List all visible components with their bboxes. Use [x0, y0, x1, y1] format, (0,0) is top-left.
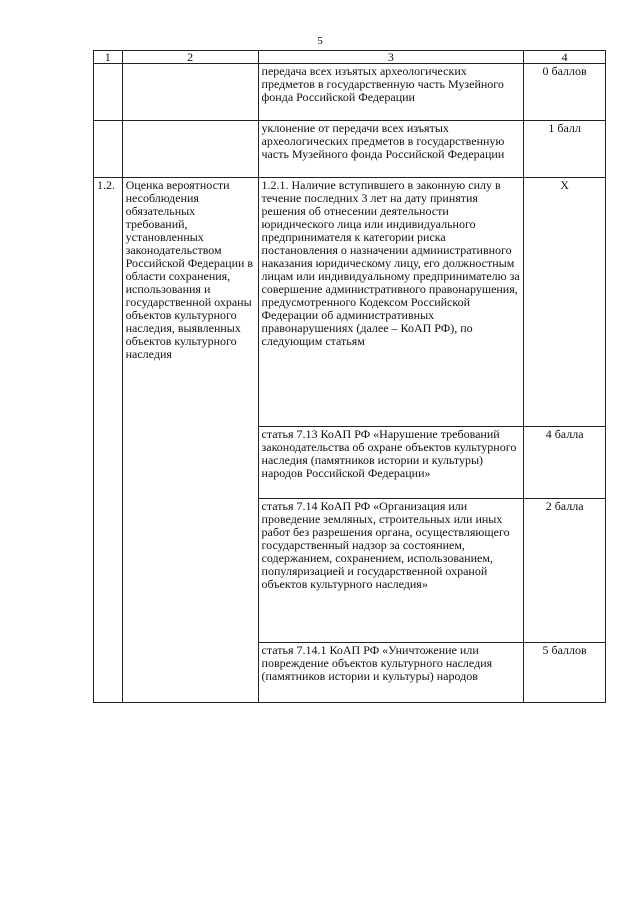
table-header-row: [94, 51, 606, 64]
column-header: 4: [524, 51, 606, 64]
table-row: [94, 64, 606, 121]
row-number-cell: [94, 121, 123, 178]
criterion-cell: [122, 121, 258, 178]
description-cell: передача всех изъятых археологических предметов в государственную часть Музейного фонда Российской Федерации: [258, 64, 524, 121]
row-number-cell: 1.2.: [94, 178, 123, 703]
score-cell: 1 балл: [524, 121, 606, 178]
column-header: 2: [122, 51, 258, 64]
row-number-cell: [94, 64, 123, 121]
description-cell: уклонение от передачи всех изъятых археологических предметов в государственную часть Музейного фонда Российской Федерации: [258, 121, 524, 178]
table-row: [94, 178, 606, 427]
description-cell: статья 7.14 КоАП РФ «Организация или проведение земляных, строительных или иных работ без разрешения органа, осуществляющего государственный надзор за состоянием, содержанием, сохранением, использованием, популяризацией и государственной охраной объектов культурного наследия»: [258, 499, 524, 643]
description-cell: статья 7.14.1 КоАП РФ «Уничтожение или повреждение объектов культурного наследия (памятников истории и культуры) народов: [258, 643, 524, 703]
description-cell: 1.2.1. Наличие вступившего в законную силу в течение последних 3 лет на дату принятия решения об отнесении деятельности юридического лица или индивидуального предпринимателя к категории риска постановления о назначении административного наказания юридическому лицу, его должностным лицам или индивидуальному предпринимателю за совершение административного правонарушения, предусмотренного Кодексом Российской Федерации об административных правонарушениях (далее – КоАП РФ), по следующим статьям: [258, 178, 524, 427]
score-cell: 2 балла: [524, 499, 606, 643]
page-number: 5: [317, 35, 323, 47]
score-cell: 4 балла: [524, 427, 606, 499]
column-header: 1: [94, 51, 123, 64]
score-cell: 0 баллов: [524, 64, 606, 121]
description-cell: статья 7.13 КоАП РФ «Нарушение требований законодательства об охране объектов культурного наследия (памятников истории и культуры) народов Российской Федерации»: [258, 427, 524, 499]
criterion-cell: Оценка вероятности несоблюдения обязательных требований, установленных законодательством Российской Федерации в области сохранения, использования и государственной охраны объектов культурного наследия, выявленных объектов культурного наследия: [122, 178, 258, 703]
criteria-table: [93, 50, 606, 703]
column-header: 3: [258, 51, 524, 64]
criterion-cell: [122, 64, 258, 121]
score-cell: 5 баллов: [524, 643, 606, 703]
score-cell: X: [524, 178, 606, 427]
table-row: [94, 121, 606, 178]
